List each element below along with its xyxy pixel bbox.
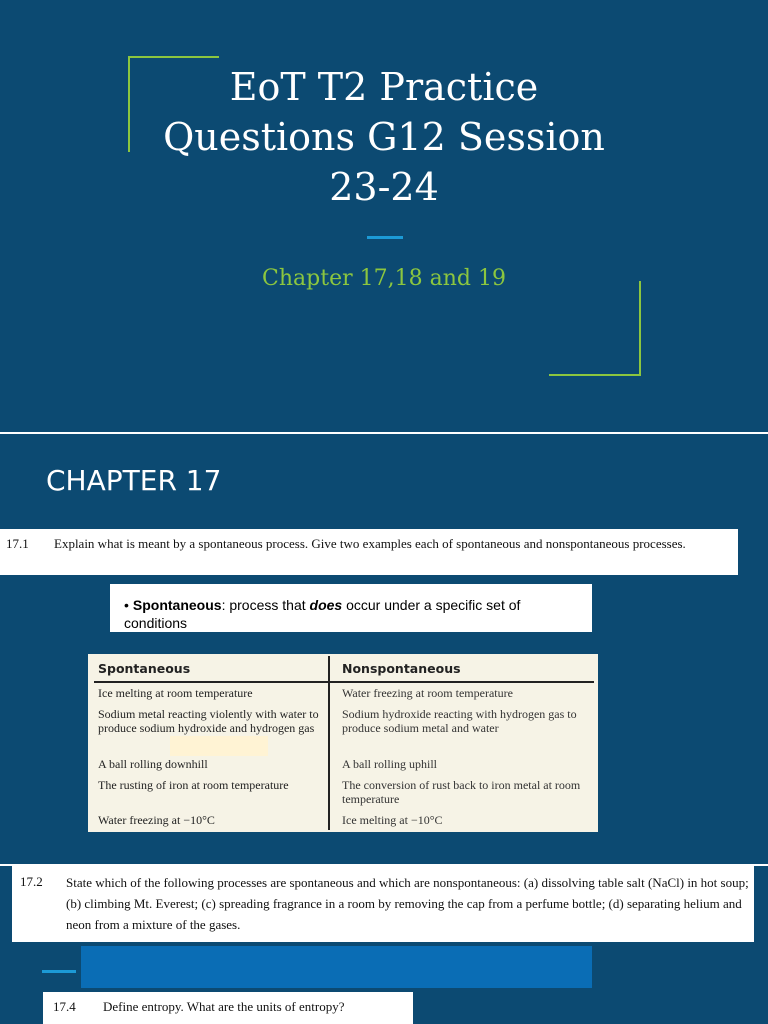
question-17-2 [12,866,754,942]
answer-box [110,584,592,632]
question-text: Explain what is meant by a spontaneous process. Give two examples each of spontaneous and nonspontaneous processes. [54,536,686,551]
chapter-slide [0,434,768,864]
answer-emphasis: does [309,597,343,613]
title-line-1: EoT T2 Practice [229,65,539,109]
table-cell: Water freezing at room temperature [342,686,513,700]
table-cell: The conversion of rust back to iron metal at room temperature [342,778,581,806]
question-text: Define entropy. What are the units of entropy? [103,999,345,1014]
question-number: 17.2 [20,874,43,889]
title-line-2: Questions G12 Session [163,115,605,159]
title-divider [367,236,403,239]
slide-subtitle: Chapter 17,18 and 19 [262,266,506,291]
question-number: 17.4 [53,999,76,1014]
title-slide [0,0,768,432]
table-cell: Ice melting at room temperature [98,686,253,700]
table-cell: A ball rolling uphill [342,757,437,771]
corner-accent-top-left [128,56,219,58]
table-cell: Sodium metal reacting violently with water to produce sodium hydroxide and hydrogen gas [98,707,319,735]
table-cell: The rusting of iron at room temperature [98,778,289,792]
header-nonspontaneous: Nonspontaneous [342,661,461,676]
slide-title [140,62,628,212]
answer-term: Spontaneous [132,597,222,613]
question-text: State which of the following processes are spontaneous and which are nonspontaneous: (a) dissolving table salt (NaCl) in hot soup; (b) climbing Mt. Everest; (c) spreading fragrance in a room by removing the cap from a perfume bottle; (d) separating helium and neon from a mixture of the gases. [66,875,749,932]
blue-band [81,946,592,988]
corner-accent-bottom-right [549,374,641,376]
header-spontaneous: Spontaneous [98,661,191,676]
header-rule [94,681,594,683]
table-cell: Ice melting at −10°C [342,813,443,827]
corner-accent-top-left-vertical [128,56,130,152]
table-cell: Sodium hydroxide reacting with hydrogen gas to produce sodium metal and water [342,707,577,735]
question-17-4 [43,992,413,1024]
table-cell: A ball rolling downhill [98,757,208,771]
examples-table [88,654,598,832]
section-dash [42,970,76,973]
title-line-3: 23-24 [329,165,439,209]
text-highlight [170,736,268,756]
answer-text-b: occur under a specific set of conditions [124,597,521,631]
questions-slide [0,866,768,1024]
answer-bullet-item [124,596,584,632]
chapter-heading: CHAPTER 17 [46,464,222,497]
question-17-1 [0,529,738,575]
bullet-marker: • [124,597,129,613]
table-cell: Water freezing at −10°C [98,813,215,827]
question-number: 17.1 [6,536,29,551]
answer-text-a: : process that [221,597,310,613]
corner-accent-bottom-right-vertical [639,281,641,376]
